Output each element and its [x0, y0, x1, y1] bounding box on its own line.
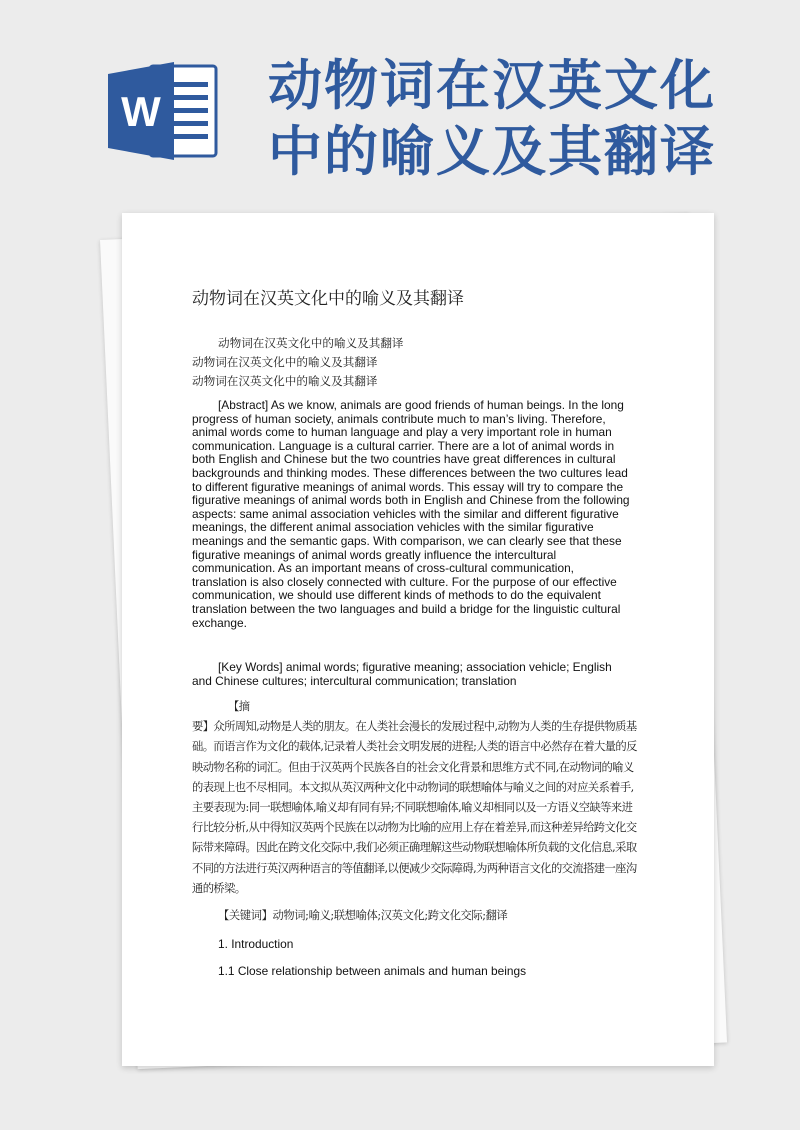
banner-title: 动物词在汉英文化中的喻义及其翻译 — [268, 53, 716, 183]
word-logo-letter: W — [121, 88, 161, 135]
abstract-chinese — [192, 697, 638, 899]
abstract-english: [Abstract] As we know, animals are good friends of human beings. In the long progress of human society, animals contribute much to man’s living. Therefore, animal words come to human language and play a very important role in human communication. Language is a cultural carrier. There are a lot of animal words in both English and Chinese but the two countries have great differences in cultural backgrounds and thinking modes. These differences between the two cultures lead to different figurative meanings of animal words. This essay will try to compare the figurative meanings of animal words both in English and Chinese from the following aspects: same animal association vehicles with the similar and different figurative meanings, the different animal association vehicles with the similar figurative meanings and the semantic gaps. With comparison, we can clearly see that these figurative meanings of animal words greatly influence the intercultural communication. As an important means of cross-cultural communication, translation is also closely connected with culture. For the purpose of our effective communication, we should use different kinds of methods to do the equivalent translation between the two languages and build a bridge for the linguistic cultural exchange. — [192, 398, 630, 630]
document-page — [122, 213, 714, 1066]
section-heading: 1. Introduction — [218, 937, 294, 951]
word-document-icon — [108, 62, 220, 160]
subsection-heading: 1.1 Close relationship between animals and human beings — [218, 964, 527, 978]
abstract-chinese-lead: 【摘 — [228, 700, 250, 713]
abstract-chinese-body: 要】众所周知,动物是人类的朋友。在人类社会漫长的发展过程中,动物为人类的生存提供物质基础。而语言作为文化的载体,记录着人类社会文明发展的进程;人类的语言中必然存在着大量的反映动物名称的词汇。但由于汉英两个民族各自的社会文化背景和思维方式不同,在动物词的喻义的表现上也不尽相同。本文拟从英汉两种文化中动物词的联想喻体与喻义之间的对应关系着手,主要表现为:同一联想喻体,喻义却有同有异;不同联想喻体,喻义却相同以及一方语义空缺等来进行比较分析,从中得知汉英两个民族在以动物为比喻的应用上存在着差异,而这种差异给跨文化交际带来障碍。因此在跨文化交际中,我们必须正确理解这些动物联想喻体所负载的文化信息,采取不同的方法进行英汉两种语言的等值翻译,以便减少交际障碍,为两种语言文化的交流搭建一座沟通的桥梁。 — [192, 720, 637, 895]
keywords-chinese: 【关键词】动物词;喻义;联想喻体;汉英文化;跨文化交际;翻译 — [218, 909, 508, 922]
subtitle-line: 动物词在汉英文化中的喻义及其翻译 — [218, 336, 404, 350]
keywords-english: [Key Words] animal words; figurative meaning; association vehicle; English and Chinese cultures; intercultural communication; translation — [192, 660, 612, 688]
subtitle-line: 动物词在汉英文化中的喻义及其翻译 — [192, 355, 378, 369]
subtitle-line: 动物词在汉英文化中的喻义及其翻译 — [192, 374, 378, 388]
document-heading: 动物词在汉英文化中的喻义及其翻译 — [192, 289, 464, 309]
